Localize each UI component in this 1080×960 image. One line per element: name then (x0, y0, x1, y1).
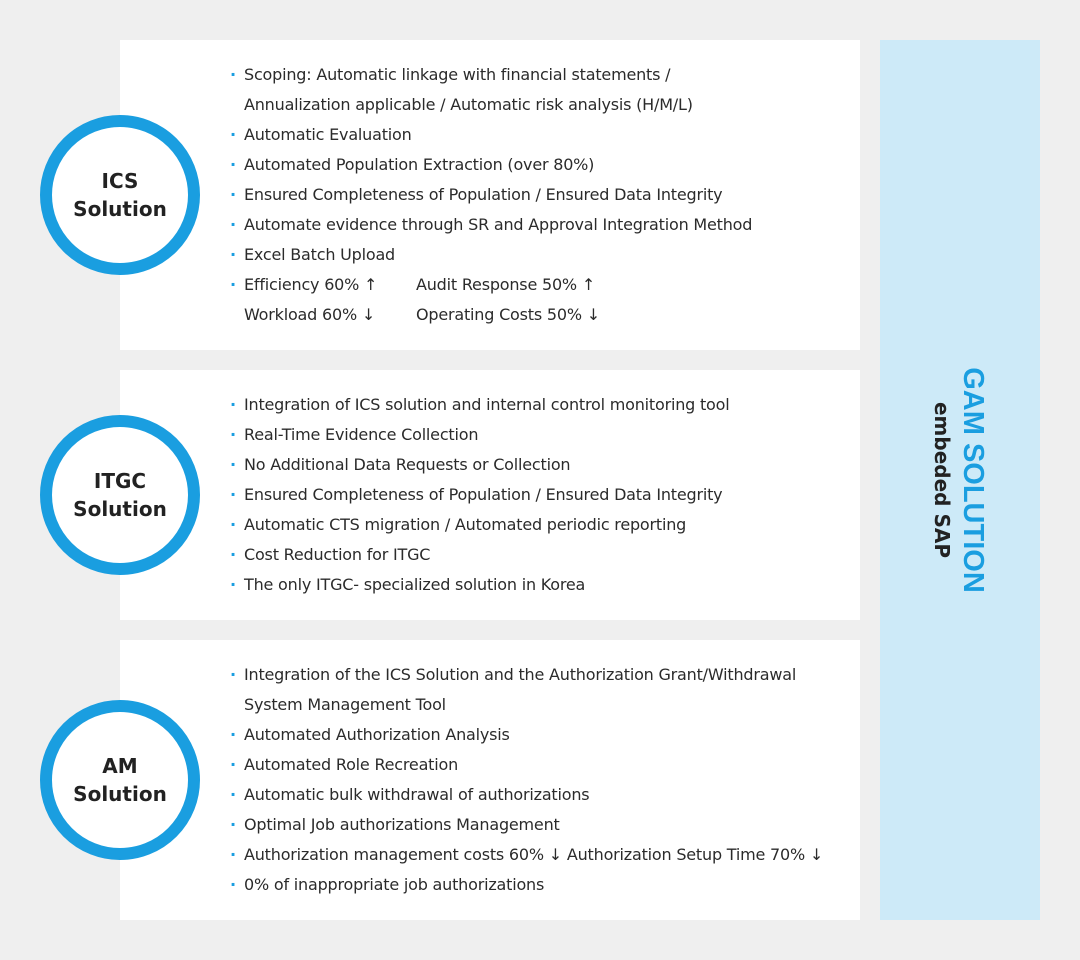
itgc-badge-line1: ITGC (93, 469, 147, 493)
list-item (230, 750, 846, 780)
bullet-icon: · (230, 725, 236, 744)
list-item (230, 660, 846, 720)
bullet-icon: · (230, 515, 236, 534)
am-item-text: Optimal Job authorizations Management (244, 815, 560, 834)
ics-solution-badge (40, 115, 200, 275)
bullet-icon: · (230, 545, 236, 564)
bullet-icon: · (230, 785, 236, 804)
ics-item-text: Automated Population Extraction (over 80%) (244, 155, 595, 174)
bullet-icon: · (230, 665, 236, 684)
bullet-icon: · (230, 245, 236, 264)
ics-badge-line2: Solution (73, 197, 167, 221)
itgc-item-text: Integration of ICS solution and internal control monitoring tool (244, 395, 730, 414)
list-item (230, 510, 846, 540)
ics-item-text: Automate evidence through SR and Approval Integration Method (244, 215, 753, 234)
list-item (230, 150, 846, 180)
am-item-text: Integration of the ICS Solution and the Authorization Grant/Withdrawal (244, 665, 797, 684)
gam-solution-label (929, 367, 991, 593)
bullet-icon: · (230, 575, 236, 594)
itgc-item-text: The only ITGC- specialized solution in Korea (244, 575, 586, 594)
am-solution-card (73, 640, 860, 920)
bullet-icon: · (230, 275, 236, 294)
am-badge-line1: AM (102, 754, 138, 778)
ics-item-text: Scoping: Automatic linkage with financial statements / (244, 65, 671, 84)
bullet-icon: · (230, 755, 236, 774)
itgc-badge-line2: Solution (73, 497, 167, 521)
list-item (230, 240, 846, 270)
list-item (230, 180, 846, 210)
ics-item-text: Annualization applicable / Automatic risk analysis (H/M/L) (244, 95, 693, 114)
bullet-icon: · (230, 125, 236, 144)
list-item (230, 540, 846, 570)
am-item-text: 0% of inappropriate job authorizations (244, 875, 545, 894)
bullet-icon: · (230, 215, 236, 234)
ics-metrics-row-1 (244, 270, 846, 300)
ics-badge-line1: ICS (101, 169, 139, 193)
list-item (230, 120, 846, 150)
gam-solution-panel (880, 40, 1040, 920)
bullet-icon: · (230, 455, 236, 474)
bullet-icon: · (230, 875, 236, 894)
ics-item-text: Ensured Completeness of Population / Ensured Data Integrity (244, 185, 723, 204)
list-item (230, 720, 846, 750)
list-item (230, 420, 846, 450)
am-item-text: Authorization management costs 60% ↓ Authorization Setup Time 70% ↓ (244, 845, 824, 864)
bullet-icon: · (230, 155, 236, 174)
am-solution-badge (40, 700, 200, 860)
list-item (230, 450, 846, 480)
bullet-icon: · (230, 395, 236, 414)
list-item (230, 210, 846, 240)
am-badge-line2: Solution (73, 782, 167, 806)
itgc-feature-list (230, 390, 846, 600)
list-item (230, 810, 846, 840)
list-item (230, 840, 846, 870)
gam-solution-subtitle: embeded SAP (930, 401, 954, 558)
itgc-item-text: Cost Reduction for ITGC (244, 545, 431, 564)
itgc-solution-card (73, 370, 860, 620)
bullet-icon: · (230, 485, 236, 504)
ics-item-text: Excel Batch Upload (244, 245, 396, 264)
list-item (230, 570, 846, 600)
am-item-text: System Management Tool (244, 695, 446, 714)
list-item (230, 480, 846, 510)
bullet-icon: · (230, 65, 236, 84)
audit-response-metric: Audit Response 50% ↑ (416, 275, 596, 294)
operating-costs-metric: Operating Costs 50% ↓ (416, 305, 600, 324)
ics-item-text: Automatic Evaluation (244, 125, 412, 144)
itgc-item-text: No Additional Data Requests or Collection (244, 455, 571, 474)
itgc-item-text: Automatic CTS migration / Automated periodic reporting (244, 515, 687, 534)
am-item-text: Automated Role Recreation (244, 755, 459, 774)
bullet-icon: · (230, 845, 236, 864)
ics-feature-list (230, 60, 846, 330)
list-item (230, 780, 846, 810)
list-item (230, 390, 846, 420)
bullet-icon: · (230, 425, 236, 444)
am-item-text: Automated Authorization Analysis (244, 725, 510, 744)
itgc-item-text: Ensured Completeness of Population / Ensured Data Integrity (244, 485, 723, 504)
workload-metric: Workload 60% ↓ (244, 305, 376, 324)
bullet-icon: · (230, 815, 236, 834)
list-item (230, 60, 846, 120)
bullet-icon: · (230, 185, 236, 204)
efficiency-metric: Efficiency 60% ↑ (244, 275, 378, 294)
itgc-solution-badge (40, 415, 200, 575)
list-item (230, 870, 846, 900)
ics-solution-card (73, 40, 860, 350)
list-item (230, 270, 846, 330)
am-item-text: Automatic bulk withdrawal of authorizations (244, 785, 590, 804)
itgc-item-text: Real-Time Evidence Collection (244, 425, 479, 444)
gam-solution-title: GAM SOLUTION (957, 367, 989, 593)
ics-metrics-row-2 (244, 300, 846, 330)
am-feature-list (230, 660, 846, 900)
